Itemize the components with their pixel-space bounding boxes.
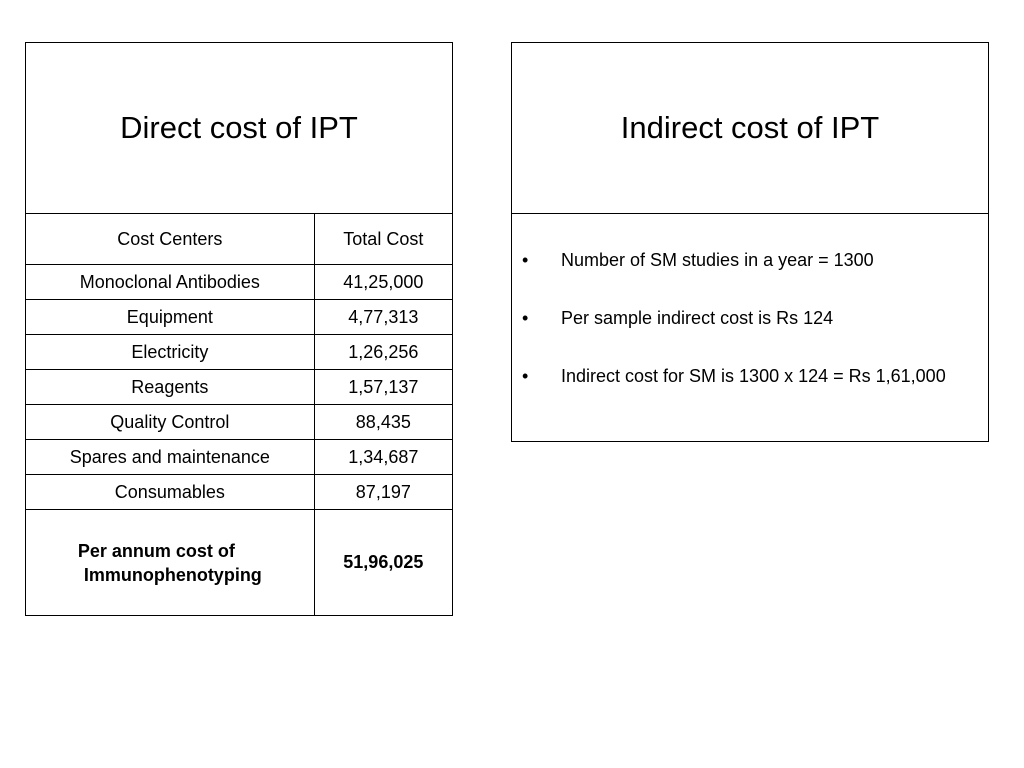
- total-label-line1: Per annum cost of: [77, 540, 235, 561]
- total-cost-cell: 88,435: [314, 405, 452, 440]
- total-cost-cell: 1,34,687: [314, 440, 452, 475]
- total-label-cell: [26, 510, 315, 616]
- cost-center-cell: Spares and maintenance: [26, 440, 315, 475]
- list-item: [512, 248, 968, 272]
- list-item-text: Per sample indirect cost is Rs 124: [561, 308, 834, 328]
- cost-center-cell: Electricity: [26, 335, 315, 370]
- table-row: [26, 370, 453, 405]
- list-item: [512, 306, 968, 330]
- cost-center-cell: Reagents: [26, 370, 315, 405]
- table-header-row: [26, 214, 453, 265]
- bullet-icon: •: [522, 250, 529, 270]
- total-label-line2: Immunophenotyping: [83, 564, 262, 585]
- cost-center-cell: Equipment: [26, 300, 315, 335]
- total-cost-cell: 87,197: [314, 475, 452, 510]
- total-value-cell: 51,96,025: [314, 510, 452, 616]
- total-cost-cell: 1,57,137: [314, 370, 452, 405]
- table-row: [26, 300, 453, 335]
- list-item: [512, 364, 968, 388]
- total-row: [26, 510, 453, 616]
- header-cost-centers: Cost Centers: [26, 214, 315, 265]
- table-row: [26, 335, 453, 370]
- list-item-text: Number of SM studies in a year = 1300: [561, 250, 874, 270]
- table-row: [26, 440, 453, 475]
- table-row: [26, 405, 453, 440]
- direct-cost-table: [25, 42, 453, 616]
- indirect-cost-box: [511, 42, 989, 442]
- indirect-cost-list: [512, 214, 988, 388]
- total-cost-cell: 1,26,256: [314, 335, 452, 370]
- cost-center-cell: Consumables: [26, 475, 315, 510]
- total-cost-cell: 4,77,313: [314, 300, 452, 335]
- header-total-cost: Total Cost: [314, 214, 452, 265]
- cost-center-cell: Quality Control: [26, 405, 315, 440]
- table-row: [26, 265, 453, 300]
- table-row: [26, 475, 453, 510]
- direct-cost-title: Direct cost of IPT: [26, 43, 453, 214]
- indirect-cost-title: Indirect cost of IPT: [512, 43, 988, 214]
- bullet-icon: •: [522, 366, 529, 386]
- total-cost-cell: 41,25,000: [314, 265, 452, 300]
- cost-center-cell: Monoclonal Antibodies: [26, 265, 315, 300]
- bullet-icon: •: [522, 308, 529, 328]
- total-label: [78, 539, 262, 587]
- list-item-text: Indirect cost for SM is 1300 x 124 = Rs 1,61,000: [561, 366, 946, 386]
